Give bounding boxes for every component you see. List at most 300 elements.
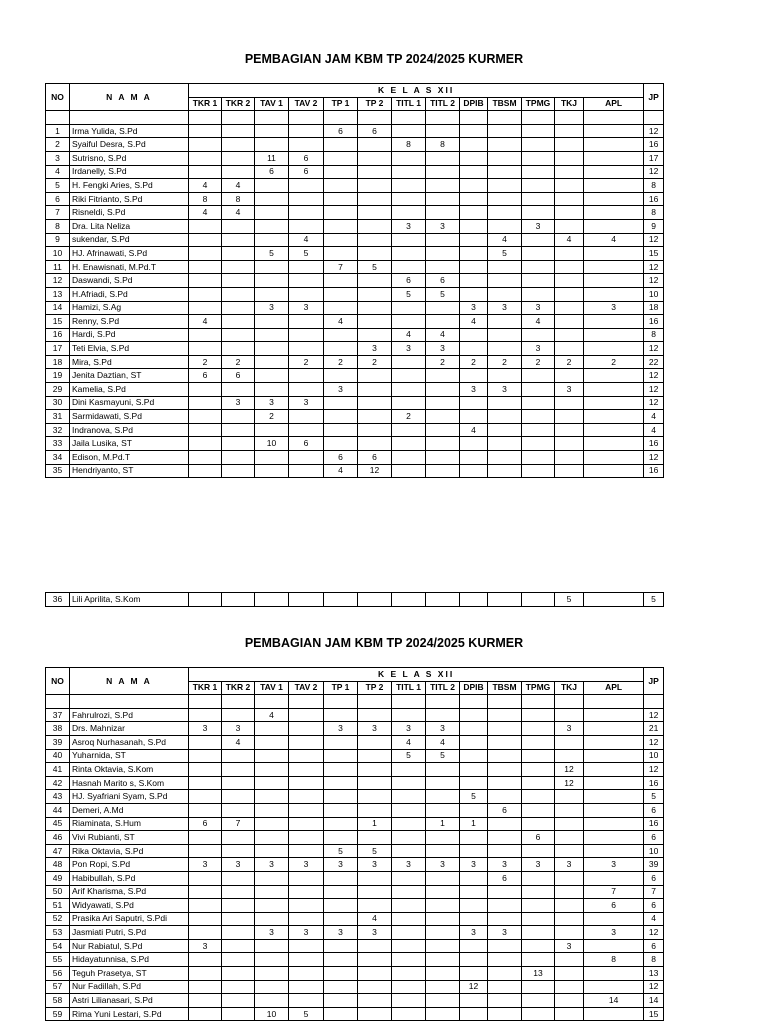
- table-cell: [555, 111, 584, 125]
- hours-cell: [255, 192, 289, 206]
- hours-cell: 5: [555, 593, 584, 607]
- hours-cell: [255, 722, 289, 736]
- hours-cell: 3: [289, 858, 324, 872]
- hours-cell: 5: [426, 749, 460, 763]
- hours-cell: [222, 138, 255, 152]
- hours-cell: [189, 138, 222, 152]
- row-number: 33: [46, 437, 70, 451]
- teacher-name: HJ. Afrinawati, S.Pd: [70, 247, 189, 261]
- hours-cell: [189, 287, 222, 301]
- teacher-name: Riki Fitrianto, S.Pd: [70, 192, 189, 206]
- hours-cell: [460, 803, 488, 817]
- hours-cell: [460, 994, 488, 1008]
- hours-cell: [488, 437, 522, 451]
- row-number: 56: [46, 967, 70, 981]
- hours-cell: [488, 179, 522, 193]
- jp-total: 15: [644, 247, 664, 261]
- hours-cell: [460, 763, 488, 777]
- column-header-class: DPIB: [460, 681, 488, 695]
- hours-cell: [522, 247, 555, 261]
- hours-cell: [522, 165, 555, 179]
- hours-cell: [189, 749, 222, 763]
- hours-cell: [584, 967, 644, 981]
- hours-cell: [555, 994, 584, 1008]
- hours-cell: [392, 1007, 426, 1021]
- hours-cell: [555, 437, 584, 451]
- hours-cell: [324, 967, 358, 981]
- hours-cell: [222, 885, 255, 899]
- hours-cell: 4: [189, 179, 222, 193]
- hours-cell: [189, 844, 222, 858]
- row-number: 36: [46, 593, 70, 607]
- hours-cell: 3: [460, 858, 488, 872]
- row-number: 40: [46, 749, 70, 763]
- hours-cell: 3: [189, 858, 222, 872]
- hours-cell: [555, 817, 584, 831]
- page-title: PEMBAGIAN JAM KBM TP 2024/2025 KURMER: [244, 636, 524, 650]
- hours-cell: [488, 763, 522, 777]
- hours-cell: 8: [426, 138, 460, 152]
- hours-cell: [460, 124, 488, 138]
- hours-cell: [189, 301, 222, 315]
- hours-cell: [460, 437, 488, 451]
- table-row: [46, 790, 664, 804]
- jp-total: 16: [644, 437, 664, 451]
- hours-cell: [426, 1007, 460, 1021]
- hours-cell: [488, 423, 522, 437]
- jp-total: 12: [644, 735, 664, 749]
- hours-cell: [324, 301, 358, 315]
- hours-cell: [522, 151, 555, 165]
- column-header-no: NO: [46, 668, 70, 695]
- hours-cell: [189, 735, 222, 749]
- jp-total: 12: [644, 165, 664, 179]
- column-header-class: TKR 1: [189, 97, 222, 111]
- hours-cell: [358, 899, 392, 913]
- hours-cell: [584, 287, 644, 301]
- hours-cell: [358, 803, 392, 817]
- table-row: [46, 423, 664, 437]
- table-cell: [584, 111, 644, 125]
- schedule-table: [45, 667, 664, 1021]
- hours-cell: [222, 437, 255, 451]
- hours-cell: [392, 803, 426, 817]
- hours-cell: [584, 912, 644, 926]
- hours-cell: [584, 763, 644, 777]
- hours-cell: [392, 464, 426, 478]
- hours-cell: 2: [522, 355, 555, 369]
- hours-cell: [189, 871, 222, 885]
- hours-cell: [255, 355, 289, 369]
- hours-cell: [189, 831, 222, 845]
- hours-cell: [584, 939, 644, 953]
- hours-cell: [189, 410, 222, 424]
- hours-cell: 4: [255, 708, 289, 722]
- hours-cell: 1: [358, 817, 392, 831]
- jp-total: 16: [644, 192, 664, 206]
- row-number: 9: [46, 233, 70, 247]
- column-header-class: TITL 2: [426, 681, 460, 695]
- hours-cell: [189, 1007, 222, 1021]
- hours-cell: 5: [358, 844, 392, 858]
- table-row: [46, 899, 664, 913]
- hours-cell: [555, 899, 584, 913]
- hours-cell: [358, 315, 392, 329]
- hours-cell: [555, 369, 584, 383]
- teacher-name: Renny, S.Pd: [70, 315, 189, 329]
- teacher-name: Jenita Daztian, ST: [70, 369, 189, 383]
- hours-cell: [584, 151, 644, 165]
- table-cell: [584, 695, 644, 709]
- hours-cell: [522, 980, 555, 994]
- row-number: 8: [46, 219, 70, 233]
- hours-cell: [392, 885, 426, 899]
- row-number: 35: [46, 464, 70, 478]
- row-number: 47: [46, 844, 70, 858]
- hours-cell: [460, 451, 488, 465]
- teacher-name: Hidayatunnisa, S.Pd: [70, 953, 189, 967]
- hours-cell: 4: [289, 233, 324, 247]
- hours-cell: [426, 776, 460, 790]
- hours-cell: [584, 328, 644, 342]
- hours-cell: 4: [222, 735, 255, 749]
- hours-cell: 3: [460, 383, 488, 397]
- hours-cell: [460, 871, 488, 885]
- table-row: [46, 939, 664, 953]
- teacher-name: Yuharnida, ST: [70, 749, 189, 763]
- hours-cell: [289, 980, 324, 994]
- hours-cell: 5: [392, 749, 426, 763]
- hours-cell: [460, 939, 488, 953]
- hours-cell: [358, 953, 392, 967]
- table-row: [46, 274, 664, 288]
- hours-cell: 5: [426, 287, 460, 301]
- hours-cell: [460, 967, 488, 981]
- teacher-name: Lili Aprilita, S.Kom: [70, 593, 189, 607]
- hours-cell: 6: [289, 151, 324, 165]
- hours-cell: [324, 274, 358, 288]
- hours-cell: [324, 437, 358, 451]
- hours-cell: [189, 274, 222, 288]
- hours-cell: [358, 206, 392, 220]
- hours-cell: 3: [555, 939, 584, 953]
- hours-cell: [522, 803, 555, 817]
- row-number: 45: [46, 817, 70, 831]
- hours-cell: [324, 328, 358, 342]
- table-cell: [289, 695, 324, 709]
- hours-cell: [522, 593, 555, 607]
- hours-cell: [189, 980, 222, 994]
- hours-cell: [555, 274, 584, 288]
- hours-cell: [392, 369, 426, 383]
- table-cell: [392, 695, 426, 709]
- column-header-class: DPIB: [460, 97, 488, 111]
- hours-cell: [555, 396, 584, 410]
- table-row-blank: [46, 111, 664, 125]
- hours-cell: [488, 593, 522, 607]
- hours-cell: [358, 831, 392, 845]
- hours-cell: [488, 817, 522, 831]
- hours-cell: 3: [584, 301, 644, 315]
- hours-cell: [189, 953, 222, 967]
- hours-cell: [392, 315, 426, 329]
- hours-cell: [255, 831, 289, 845]
- hours-cell: [555, 410, 584, 424]
- table-row: [46, 287, 664, 301]
- hours-cell: [426, 464, 460, 478]
- hours-cell: 3: [358, 342, 392, 356]
- teacher-name: Jasmiati Putri, S.Pd: [70, 926, 189, 940]
- column-header-class: TITL 1: [392, 97, 426, 111]
- hours-cell: [392, 844, 426, 858]
- hours-cell: [522, 735, 555, 749]
- hours-cell: [555, 831, 584, 845]
- hours-cell: [522, 844, 555, 858]
- hours-cell: [522, 287, 555, 301]
- hours-cell: [255, 138, 289, 152]
- hours-cell: 4: [222, 206, 255, 220]
- hours-cell: [289, 817, 324, 831]
- hours-cell: 5: [289, 247, 324, 261]
- hours-cell: [358, 165, 392, 179]
- table-cell: [222, 695, 255, 709]
- hours-cell: 3: [488, 858, 522, 872]
- hours-cell: 3: [289, 396, 324, 410]
- hours-cell: [488, 260, 522, 274]
- hours-cell: [392, 899, 426, 913]
- hours-cell: [426, 708, 460, 722]
- hours-cell: [222, 219, 255, 233]
- jp-total: 9: [644, 219, 664, 233]
- hours-cell: [255, 383, 289, 397]
- hours-cell: [555, 926, 584, 940]
- table-row: [46, 315, 664, 329]
- teacher-name: Habibullah, S.Pd: [70, 871, 189, 885]
- hours-cell: [426, 124, 460, 138]
- table-row: [46, 776, 664, 790]
- hours-cell: [289, 885, 324, 899]
- hours-cell: [189, 423, 222, 437]
- hours-cell: 6: [392, 274, 426, 288]
- hours-cell: [189, 219, 222, 233]
- hours-cell: [324, 423, 358, 437]
- hours-cell: [289, 369, 324, 383]
- hours-cell: 2: [358, 355, 392, 369]
- hours-cell: 3: [426, 858, 460, 872]
- hours-cell: 10: [255, 437, 289, 451]
- hours-cell: [289, 423, 324, 437]
- teacher-name: H.Afriadi, S.Pd: [70, 287, 189, 301]
- hours-cell: [222, 274, 255, 288]
- row-number: 19: [46, 369, 70, 383]
- hours-cell: [522, 885, 555, 899]
- hours-cell: [426, 151, 460, 165]
- hours-cell: [460, 464, 488, 478]
- hours-cell: 3: [522, 301, 555, 315]
- hours-cell: [358, 939, 392, 953]
- teacher-name: Sutrisno, S.Pd: [70, 151, 189, 165]
- hours-cell: [189, 247, 222, 261]
- hours-cell: [324, 179, 358, 193]
- hours-cell: [555, 967, 584, 981]
- hours-cell: [255, 287, 289, 301]
- hours-cell: [324, 899, 358, 913]
- hours-cell: [255, 423, 289, 437]
- hours-cell: [460, 165, 488, 179]
- hours-cell: [584, 749, 644, 763]
- table-cell: [555, 695, 584, 709]
- hours-cell: 12: [555, 776, 584, 790]
- row-number: 50: [46, 885, 70, 899]
- hours-cell: [358, 423, 392, 437]
- column-header-class: APL: [584, 97, 644, 111]
- hours-cell: [555, 287, 584, 301]
- hours-cell: [358, 708, 392, 722]
- hours-cell: [189, 885, 222, 899]
- table-row: [46, 179, 664, 193]
- hours-cell: [189, 396, 222, 410]
- hours-cell: 2: [584, 355, 644, 369]
- hours-cell: [324, 817, 358, 831]
- table-row: [46, 926, 664, 940]
- teacher-name: Risneldi, S.Pd: [70, 206, 189, 220]
- hours-cell: [189, 437, 222, 451]
- jp-total: 12: [644, 342, 664, 356]
- hours-cell: 3: [460, 926, 488, 940]
- hours-cell: 6: [289, 165, 324, 179]
- hours-cell: [584, 179, 644, 193]
- column-header-kelas: K E L A S XII: [189, 84, 644, 98]
- table-cell: [644, 695, 664, 709]
- hours-cell: [460, 192, 488, 206]
- hours-cell: 6: [488, 803, 522, 817]
- hours-cell: [584, 708, 644, 722]
- hours-cell: [324, 749, 358, 763]
- hours-cell: 2: [555, 355, 584, 369]
- hours-cell: [222, 844, 255, 858]
- table-row: [46, 844, 664, 858]
- hours-cell: [460, 138, 488, 152]
- hours-cell: [555, 260, 584, 274]
- table-row: [46, 328, 664, 342]
- table-cell: [392, 111, 426, 125]
- hours-cell: [460, 831, 488, 845]
- hours-cell: [522, 396, 555, 410]
- hours-cell: [358, 247, 392, 261]
- hours-cell: [289, 410, 324, 424]
- hours-cell: [488, 844, 522, 858]
- hours-cell: [392, 151, 426, 165]
- table-cell: [358, 695, 392, 709]
- hours-cell: [289, 451, 324, 465]
- hours-cell: [324, 831, 358, 845]
- hours-cell: [488, 396, 522, 410]
- table-cell: [189, 111, 222, 125]
- hours-cell: [584, 1007, 644, 1021]
- hours-cell: [555, 735, 584, 749]
- hours-cell: 5: [255, 247, 289, 261]
- row-number: 55: [46, 953, 70, 967]
- hours-cell: [222, 151, 255, 165]
- jp-total: 16: [644, 138, 664, 152]
- hours-cell: [488, 749, 522, 763]
- hours-cell: [392, 763, 426, 777]
- jp-total: 16: [644, 315, 664, 329]
- column-header-class: TKR 1: [189, 681, 222, 695]
- hours-cell: [584, 871, 644, 885]
- hours-cell: [289, 749, 324, 763]
- table-row: [46, 953, 664, 967]
- teacher-name: Hasnah Marito s, S.Kom: [70, 776, 189, 790]
- row-number: 17: [46, 342, 70, 356]
- hours-cell: [522, 1007, 555, 1021]
- hours-cell: [358, 219, 392, 233]
- row-number: 14: [46, 301, 70, 315]
- hours-cell: [289, 274, 324, 288]
- row-number: 11: [46, 260, 70, 274]
- column-header-class: TAV 1: [255, 681, 289, 695]
- row-number: 5: [46, 179, 70, 193]
- hours-cell: [522, 994, 555, 1008]
- hours-cell: [488, 967, 522, 981]
- hours-cell: 6: [222, 369, 255, 383]
- row-number: 6: [46, 192, 70, 206]
- teacher-name: sukendar, S.Pd: [70, 233, 189, 247]
- hours-cell: [324, 369, 358, 383]
- row-number: 1: [46, 124, 70, 138]
- hours-cell: [222, 410, 255, 424]
- table-row: [46, 749, 664, 763]
- column-header-jp: JP: [644, 84, 664, 111]
- hours-cell: 6: [522, 831, 555, 845]
- teacher-name: Hendriyanto, ST: [70, 464, 189, 478]
- jp-total: 21: [644, 722, 664, 736]
- table-cell: [70, 695, 189, 709]
- row-number: 18: [46, 355, 70, 369]
- column-header-class: TPMG: [522, 97, 555, 111]
- hours-cell: [426, 206, 460, 220]
- teacher-name: Rima Yuni Lestari, S.Pd: [70, 1007, 189, 1021]
- hours-cell: 3: [189, 939, 222, 953]
- hours-cell: 7: [584, 885, 644, 899]
- hours-cell: [189, 593, 222, 607]
- hours-cell: [488, 410, 522, 424]
- hours-cell: [289, 912, 324, 926]
- hours-cell: [358, 885, 392, 899]
- hours-cell: [555, 138, 584, 152]
- hours-cell: [426, 844, 460, 858]
- hours-cell: 8: [392, 138, 426, 152]
- hours-cell: 2: [426, 355, 460, 369]
- hours-cell: [460, 274, 488, 288]
- table-row: [46, 219, 664, 233]
- hours-cell: 2: [488, 355, 522, 369]
- hours-cell: [522, 192, 555, 206]
- hours-cell: [522, 464, 555, 478]
- hours-cell: [222, 247, 255, 261]
- table-cell: [426, 695, 460, 709]
- row-number: 29: [46, 383, 70, 397]
- hours-cell: [522, 926, 555, 940]
- hours-cell: [426, 410, 460, 424]
- hours-cell: 3: [189, 722, 222, 736]
- hours-cell: [324, 342, 358, 356]
- hours-cell: [584, 369, 644, 383]
- jp-total: 12: [644, 124, 664, 138]
- hours-cell: 3: [255, 396, 289, 410]
- column-header-class: TP 2: [358, 97, 392, 111]
- hours-cell: [392, 179, 426, 193]
